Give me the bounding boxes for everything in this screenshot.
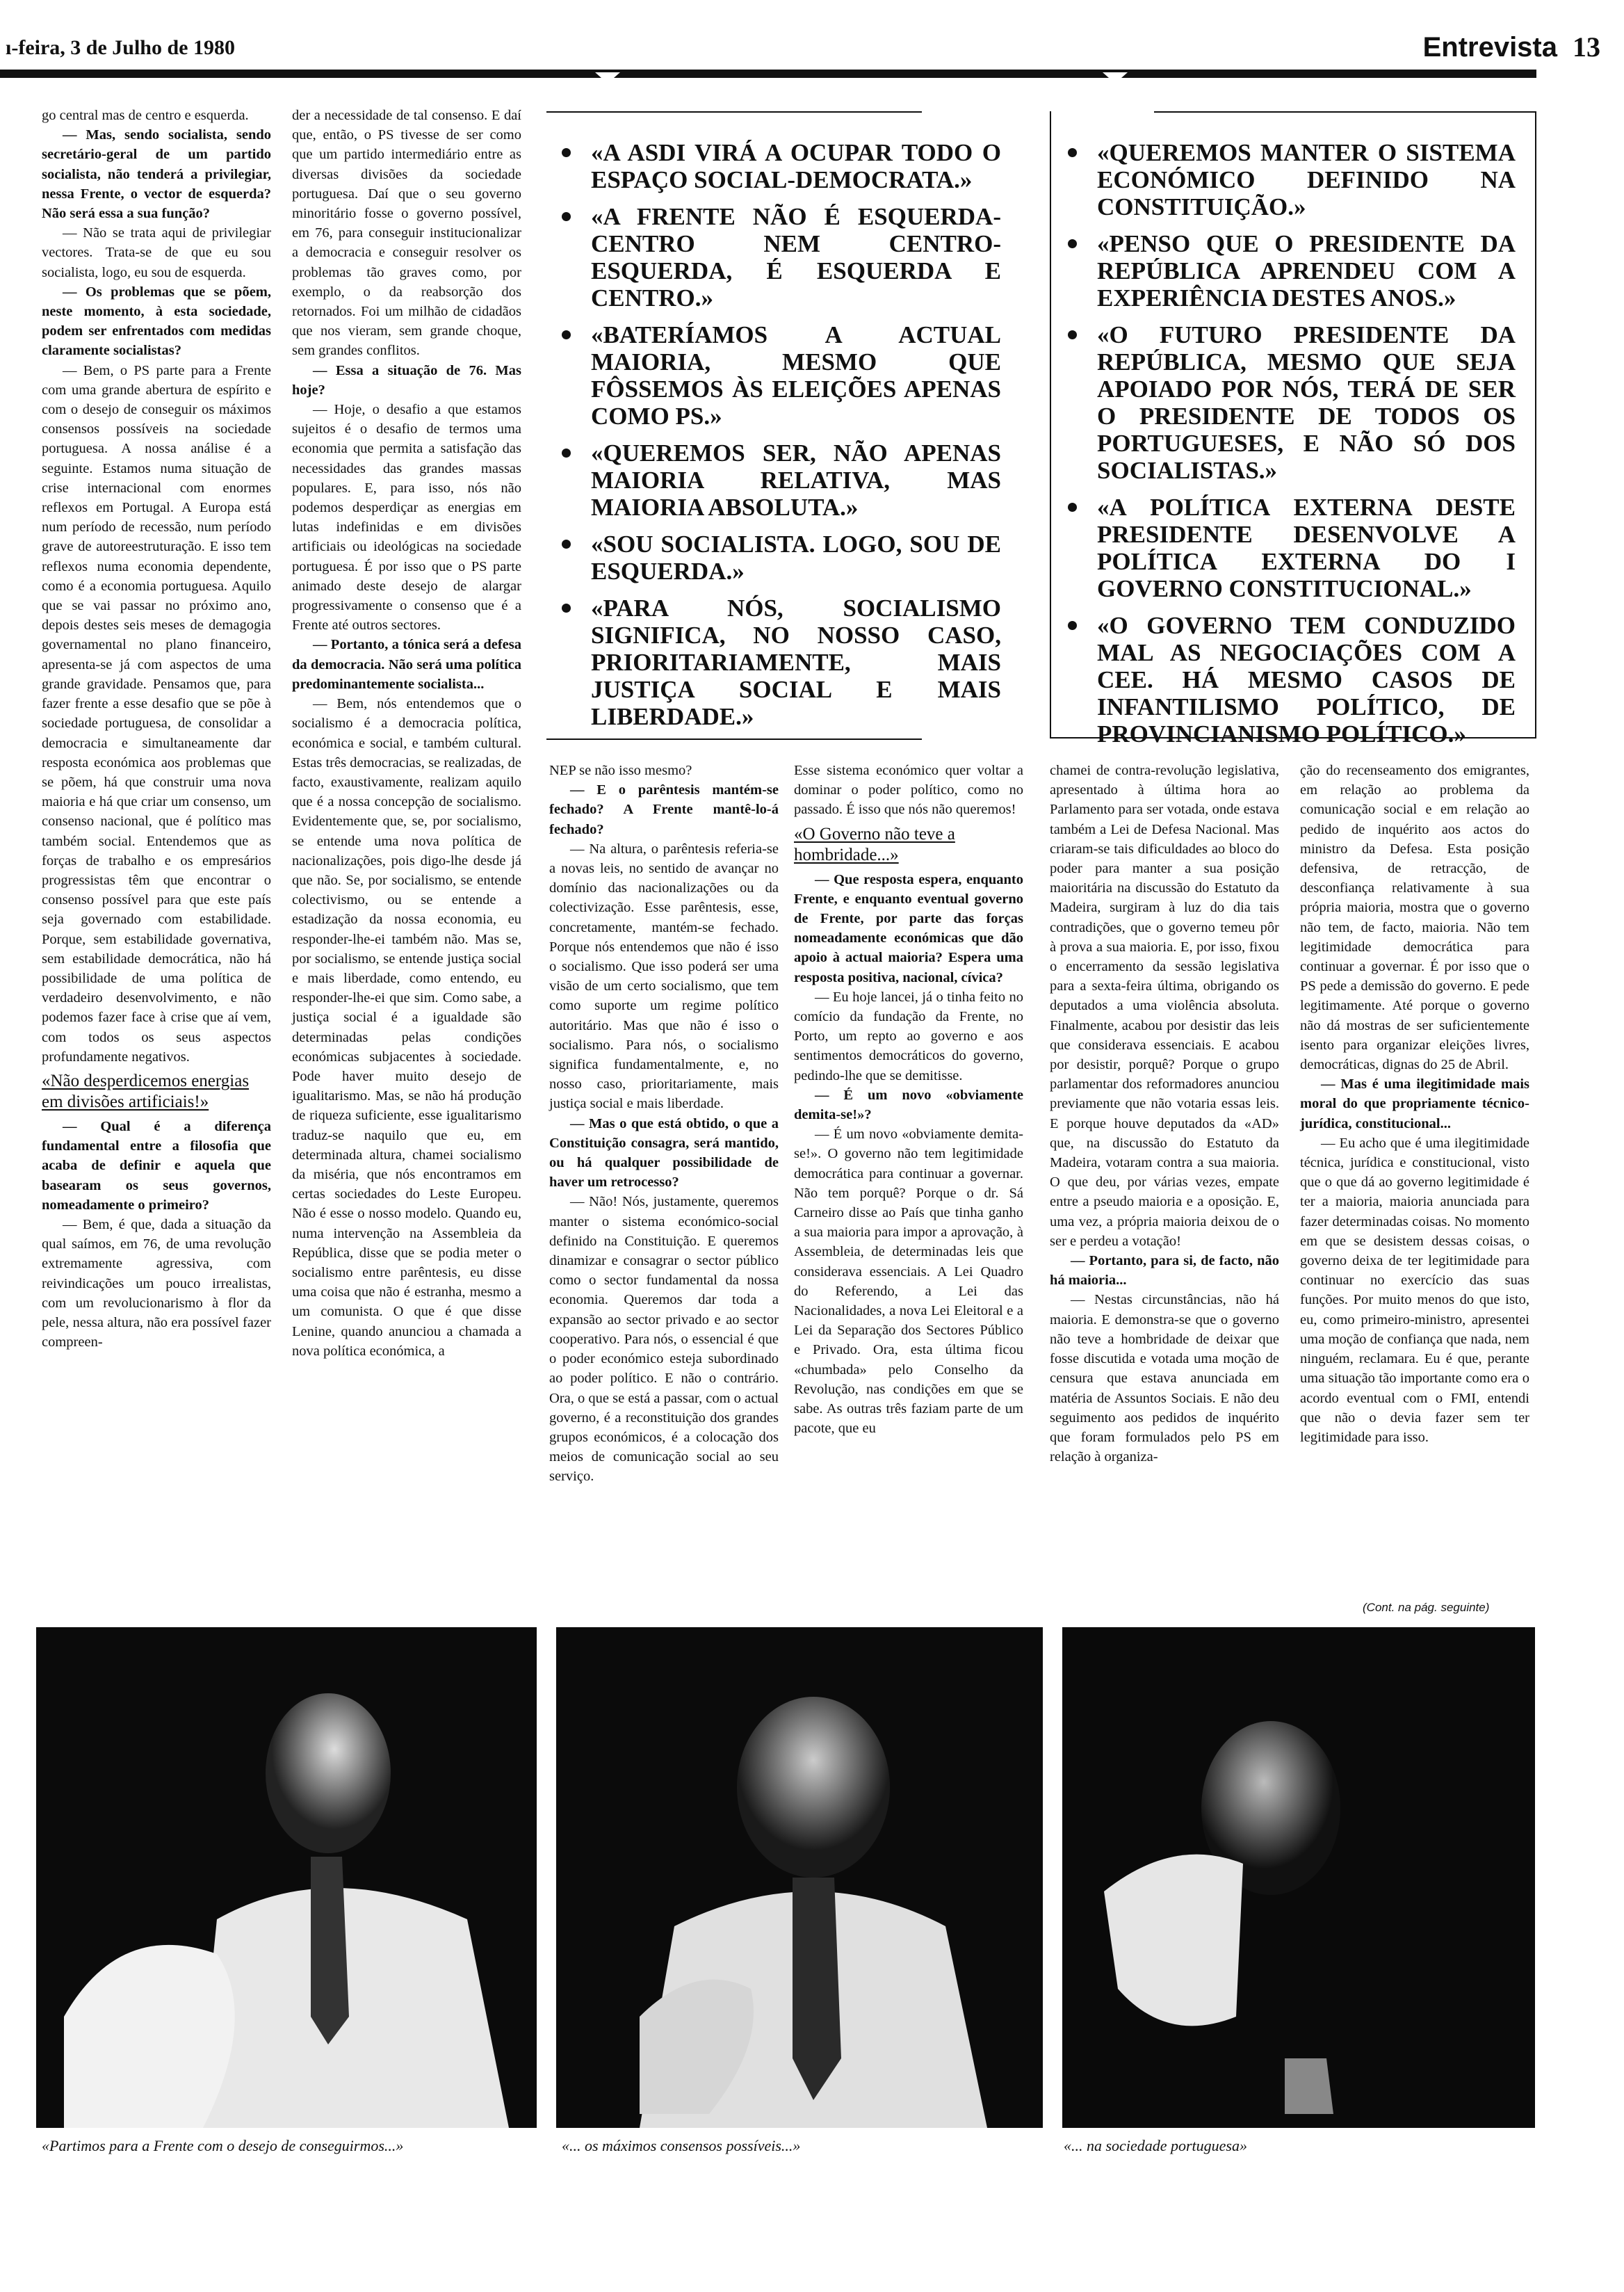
- interview-answer: — Bem, é que, dada a situação da qual saímos, em 76, de uma revolução extremamente agressiva, com reivindicações um pouco irrealistas, com um revolucionarismo à flor da pele, nessa altura, não era possível fazer compreen-: [42, 1216, 271, 1350]
- interview-answer: — Não se trata aqui de privilegiar vectores. Trata-se de que eu sou socialista, logo, eu sou de esquerda.: [42, 225, 271, 280]
- photo-1-image: [36, 1627, 537, 2128]
- pull-quote: «QUEREMOS MANTER O SISTEMA ECONÓMICO DEFINIDO NA CONSTITUIÇÃO.»: [1062, 139, 1516, 220]
- paragraph: NEP se não isso mesmo?: [549, 763, 692, 778]
- paragraph: ção do recenseamento dos emigrantes, em relação ao problema da comunicação social e em relação ao pedido de inquérito aos actos do ministro da Defesa. Esta posição defensiva, de retracção, de desconfiança relativamente à sua própria maioria, mostra que o governo não tem, de facto, maioria. Não tem legitimidade democrática para continuar a governar. É por isso que o PS pede a demissão do governo. E pede legitimamente. Até porque o governo não dá mostras de ser suficientemente isento para organizar eleições livres, democráticas, dignas do 25 de Abril.: [1300, 763, 1529, 1073]
- interview-answer: — Eu hoje lancei, já o tinha feito no comício da fundação da Frente, no Porto, um repto ao governo e aos sentimentos democráticos do governo, pedindo-lhe que se demitisse.: [794, 989, 1023, 1083]
- pull-quote: «PENSO QUE O PRESIDENTE DA REPÚBLICA APRENDEU COM A EXPERIÊNCIA DESTES ANOS.»: [1062, 230, 1516, 312]
- interview-question: — Que resposta espera, enquanto Frente, e enquanto eventual governo de Frente, por parte das forças nomeadamente económicas que dão apoio à actual maioria? Espera uma resposta positiva, nacional, cívica?: [794, 871, 1023, 985]
- header-rule-notch: [595, 72, 620, 83]
- interview-answer: — Não! Nós, justamente, queremos manter o sistema económico-social definido na Constituição. E queremos dinamizar e consagrar o sector público como o sector fundamental da nossa economia. Queremos dar toda a expansão ao sector privado e ao sector cooperativo. Para nós, o essencial é que o poder económico esteja subordinado ao poder político. E não o contrário. Ora, o que se está a passar, com o actual governo, é a reconstituição dos grandes grupos económicos, é a colocação dos meios de comunicação social ao seu serviço.: [549, 1194, 779, 1485]
- pull-quote-list-left: [556, 139, 1001, 740]
- photo-3: [1062, 1627, 1535, 2128]
- photo-2-caption: «... os máximos consensos possíveis...»: [562, 2137, 801, 2154]
- article-column-1: [42, 106, 271, 1352]
- paragraph: go central mas de centro e esquerda.: [42, 108, 249, 123]
- subheading: «Não desperdicemos energias em divisões artificiais!»: [42, 1071, 250, 1111]
- interview-question: — E o parêntesis mantém-se fechado? A Frente mantê-lo-á fechado?: [549, 782, 779, 837]
- subheading: «O Governo não teve a hombridade...»: [794, 824, 955, 864]
- interview-question: — Portanto, a tónica será a defesa da democracia. Não será uma política predominantemente socialista...: [292, 637, 521, 692]
- issue-date: ı-feira, 3 de Julho de 1980: [6, 36, 235, 59]
- photo-1: [36, 1627, 537, 2128]
- interview-question: — Mas é uma ilegitimidade mais moral do que propriamente técnico-jurídica, constitucional...: [1300, 1076, 1529, 1131]
- page-number: 13: [1573, 31, 1600, 63]
- interview-question: — Qual é a diferença fundamental entre a filosofia que acaba de definir e aquela que basearam os seus governos, nomeadamente o primeiro?: [42, 1118, 271, 1213]
- interview-question: — Mas, sendo socialista, sendo secretário-geral de um partido socialista, não tenderá a privilegiar, nessa Frente, o vector de esquerda? Não será essa a sua função?: [42, 127, 271, 222]
- pull-quote: «SOU SOCIALISTA. LOGO, SOU DE ESQUERDA.»: [556, 531, 1001, 585]
- interview-question: — Mas o que está obtido, o que a Constituição consagra, será mantido, ou há qualquer possibilidade de haver um retrocesso?: [549, 1115, 779, 1191]
- pull-quote-box-right-top: [1154, 111, 1535, 113]
- interview-answer: — Nestas circunstâncias, não há maioria. E demonstra-se que o governo não teve a hombridade de deixar que fosse discutida e votada uma moção de censura que estava anunciada em matéria de Assuntos Sociais. E não deu seguimento aos pedidos de inquérito que foram formulados pelo PS em relação à organiza-: [1050, 1292, 1279, 1465]
- interview-answer: — Hoje, o desafio a que estamos sujeitos é o desafio de termos uma economia que permita a satisfação das necessidades das grandes massas populares. E, para isso, nós não podemos desperdiçar as energias em lutas indefinidas e em divisões artificiais ou ideológicas na sociedade portuguesa. É por isso que o PS parte animado deste desejo de alargar progressivamente o consenso que é a Frente até outros sectores.: [292, 402, 521, 633]
- pull-quote: «A POLÍTICA EXTERNA DESTE PRESIDENTE DESENVOLVE A POLÍTICA EXTERNA DO I GOVERNO CONSTITUCIONAL.»: [1062, 494, 1516, 602]
- pull-quote: «QUEREMOS SER, NÃO APENAS MAIORIA RELATIVA, MAS MAIORIA ABSOLUTA.»: [556, 439, 1001, 521]
- interview-answer: — Bem, nós entendemos que o socialismo é a democracia política, económica e social, e também cultural. Estas três democracias, se realizadas, de facto, exaustivamente, realizam aquilo que é a nossa concepção de socialismo. Evidentemente que, se, por socialismo, se entende uma nova política de nacionalizações, pois digo-lhe desde já que não. Se, por socialismo, se entende colectivismo, ou se entende a estadização da nossa economia, eu responder-lhe-ei também não. Mas se, por socialismo, se entende justiça social e mais liberdade, como entendo, eu responder-lhe-ei que sim. Como sabe, a justiça social é a igualdade são determinadas pelas condições económicas subjacentes à sociedade. Pode haver muito desejo de igualitarismo. Mas, se não há produção de riqueza suficiente, esse igualitarismo traduz-se naquilo que eu, em determinada altura, chamei socialismo da miséria, que nós encontramos em certas sociedades do Leste Europeu. Não é esse o nosso modelo. Quando eu, numa intervenção na Assembleia da República, disse que se podia meter o socialismo entre parêntesis, eu disse uma coisa que não é estranha, mesmo a um comunista. O que é que disse Lenine, quando anunciou a chamada a nova política económica, a: [292, 696, 521, 1359]
- interview-question: — Portanto, para si, de facto, não há maioria...: [1050, 1253, 1279, 1289]
- continued-note: (Cont. na pág. seguinte): [1363, 1601, 1490, 1614]
- pull-quote: «O GOVERNO TEM CONDUZIDO MAL AS NEGOCIAÇÕES COM A CEE. HÁ MESMO CASOS DE INFANTILISMO POLÍTICO, DE PROVINCIANISMO POLÍTICO.»: [1062, 612, 1516, 748]
- paragraph: Esse sistema económico quer voltar a dominar o poder político, como no passado. É isso que nós não queremos!: [794, 763, 1023, 818]
- interview-question: — Essa a situação de 76. Mas hoje?: [292, 362, 521, 398]
- interview-answer: — É um novo «obviamente demita-se!». O governo não tem legitimidade democrática para continuar a governar. Não tem porquê? Porque o dr. Sá Carneiro disse ao País que tinha ganho a sua maioria para impor a aprovação, à Assembleia, de determinadas leis que considerava essenciais. A Lei Quadro do Referendo, a Lei das Nacionalidades, a nova Lei Eleitoral e a Lei da Separação dos Sectores Público e Privado. Ora, esta última ficou «chumbada» pelo Conselho da Revolução, nas condições em que se sabe. As outras três faziam parte de um pacote, que eu: [794, 1127, 1023, 1437]
- pull-quote: «BATERÍAMOS A ACTUAL MAIORIA, MESMO QUE FÔSSEMOS ÀS ELEIÇÕES APENAS COMO PS.»: [556, 321, 1001, 430]
- article-column-4: [794, 761, 1023, 1439]
- photo-1-caption: «Partimos para a Frente com o desejo de conseguirmos...»: [42, 2137, 404, 2154]
- pull-quote: «O FUTURO PRESIDENTE DA REPÚBLICA, MESMO QUE SEJA APOIADO POR NÓS, TERÁ DE SER O PRESIDENTE DE TODOS OS PORTUGUESES, E NÃO SÓ DOS SOCIALISTAS.»: [1062, 321, 1516, 484]
- article-column-6: [1300, 761, 1529, 1447]
- section-title: Entrevista: [1422, 32, 1557, 63]
- interview-answer: — Na altura, o parêntesis referia-se a novas leis, no sentido de avançar no domínio das nacionalizações ou da colectivização. Esse parêntesis, esse, concretamente, mantém-se fechado. Porque nós entendemos que não é isso o socialismo. Que isso poderá ser uma visão de um certo socialismo, que tem como suporte um regime político autoritário. Mas que não é isso o socialismo. Para nós, o socialismo significa fundamentalmente, e, no nosso caso, prioritariamente, mais justiça social e mais liberdade.: [549, 841, 779, 1112]
- article-column-3: [549, 761, 779, 1487]
- pull-quote: «A ASDI VIRÁ A OCUPAR TODO O ESPAÇO SOCIAL-DEMOCRATA.»: [556, 139, 1001, 193]
- pull-quote: «PARA NÓS, SOCIALISMO SIGNIFICA, NO NOSSO CASO, PRIORITARIAMENTE, MAIS JUSTIÇA SOCIAL E MAIS LIBERDADE.»: [556, 595, 1001, 730]
- header-rule-notch: [1103, 72, 1128, 83]
- article-column-2: [292, 106, 521, 1361]
- paragraph: chamei de contra-revolução legislativa, apresentado à última hora ao Parlamento para ser votada, onde estava também a Lei de Defesa Nacional. Mas criaram-se tais dificuldades ao bloco do poder para manter a sua posição maioritária na discussão do Estatuto da Madeira, surgiram à luz do dia tais contradições, que o governo temeu pôr à prova a sua maioria. E, por isso, fixou o encerramento da sessão legislativa para a sexta-feira última, obrigando os deputados a uma violência absoluta. Finalmente, acabou por desistir das leis que considerava essenciais. E acabou por desistir, porquê? Porque o grupo parlamentar dos reformadores anunciou previamente que não votaria essas leis. E porque houve deputados da «AD» que, na discussão do Estatuto da Madeira, votaram contra a sua maioria. O que deu, por várias vezes, empate entre a pseudo maioria e a oposição. E, uma vez, a própria maioria deixou de o ser e perdeu a votação!: [1050, 763, 1279, 1249]
- interview-question: — É um novo «obviamente demita-se!»?: [794, 1087, 1023, 1123]
- photo-3-image: [1062, 1627, 1535, 2128]
- interview-question: — Os problemas que se põem, neste momento, à esta sociedade, podem ser enfrentados com medidas claramente socialistas?: [42, 284, 271, 359]
- interview-answer: — Bem, o PS parte para a Frente com uma grande abertura de espírito e com o desejo de conseguir os máximos consensos possíveis na sociedade portuguesa. A nossa análise é a seguinte. Estamos numa situação de crise internacional com enormes reflexos em Portugal. A Europa está num período de recessão, num período grave de autoreestruturação. E isso tem reflexos numa economia dependente, como é a economia portuguesa. Aquilo que se vai passar no próximo ano, depois destes seis meses de demagogia governamental no plano financeiro, apresenta-se já com aspectos de uma grande gravidade. Pensamos que, para fazer frente a esse desafio que se põe à sociedade portuguesa, de consolidar a democracia e simultaneamente dar resposta económica aos problemas que se põem, há que construir uma nova maioria e há que criar um consenso, um consenso nacional, que é político mas também social. Entendemos que as forças de trabalho e os empresários progressistas têm que encontrar o consenso possível para que este país seja governado com estabilidade. Porque, sem estabilidade governativa, sem estabilidade democrática, não há possibilidade de uma política de verdadeiro desenvolvimento, e não podemos fazer face à crise que aí vem, com todos os seus aspectos profundamente negativos.: [42, 362, 271, 1065]
- photo-2: [556, 1627, 1043, 2128]
- photo-2-image: [556, 1627, 1043, 2128]
- photo-3-caption: «... na sociedade portuguesa»: [1064, 2137, 1247, 2154]
- paragraph: der a necessidade de tal consenso. E daí que, então, o PS tivesse de ser como que um partido intermediário entre as diversas divisões da sociedade portuguesa. Daí que o seu governo minoritário fosse o governo possível, em 76, para conseguir institucionalizar a democracia e conseguir resolver os problemas tão graves como, por exemplo, o da reabsorção dos retornados. Foi um milhão de cidadãos que nos vieram, sem grande choque, sem grandes conflitos.: [292, 108, 521, 359]
- header-rule: [0, 70, 1536, 78]
- article-column-5: [1050, 761, 1279, 1467]
- pull-quote: «A FRENTE NÃO É ESQUERDA-CENTRO NEM CENTRO-ESQUERDA, É ESQUERDA E CENTRO.»: [556, 203, 1001, 312]
- pull-quote-list-right: [1062, 139, 1516, 757]
- interview-answer: — Eu acho que é uma ilegitimidade técnica, jurídica e constitucional, visto que o que dá ao governo legitimidade é ter a maioria, maioria anunciada para fazer determinadas coisas. No momento em que se desistem dessas coisas, o governo deixa de ter legitimidade para continuar no exercício das suas funções. Por muito menos do que isto, eu, como primeiro-ministro, apresentei uma moção de confiança que nada, nem ninguém, reclamara. Eu é que, perante uma situação tão importante como era o acordo eventual com o FMI, entendi que não o devia fazer sem ter legitimidade para isso.: [1300, 1135, 1529, 1445]
